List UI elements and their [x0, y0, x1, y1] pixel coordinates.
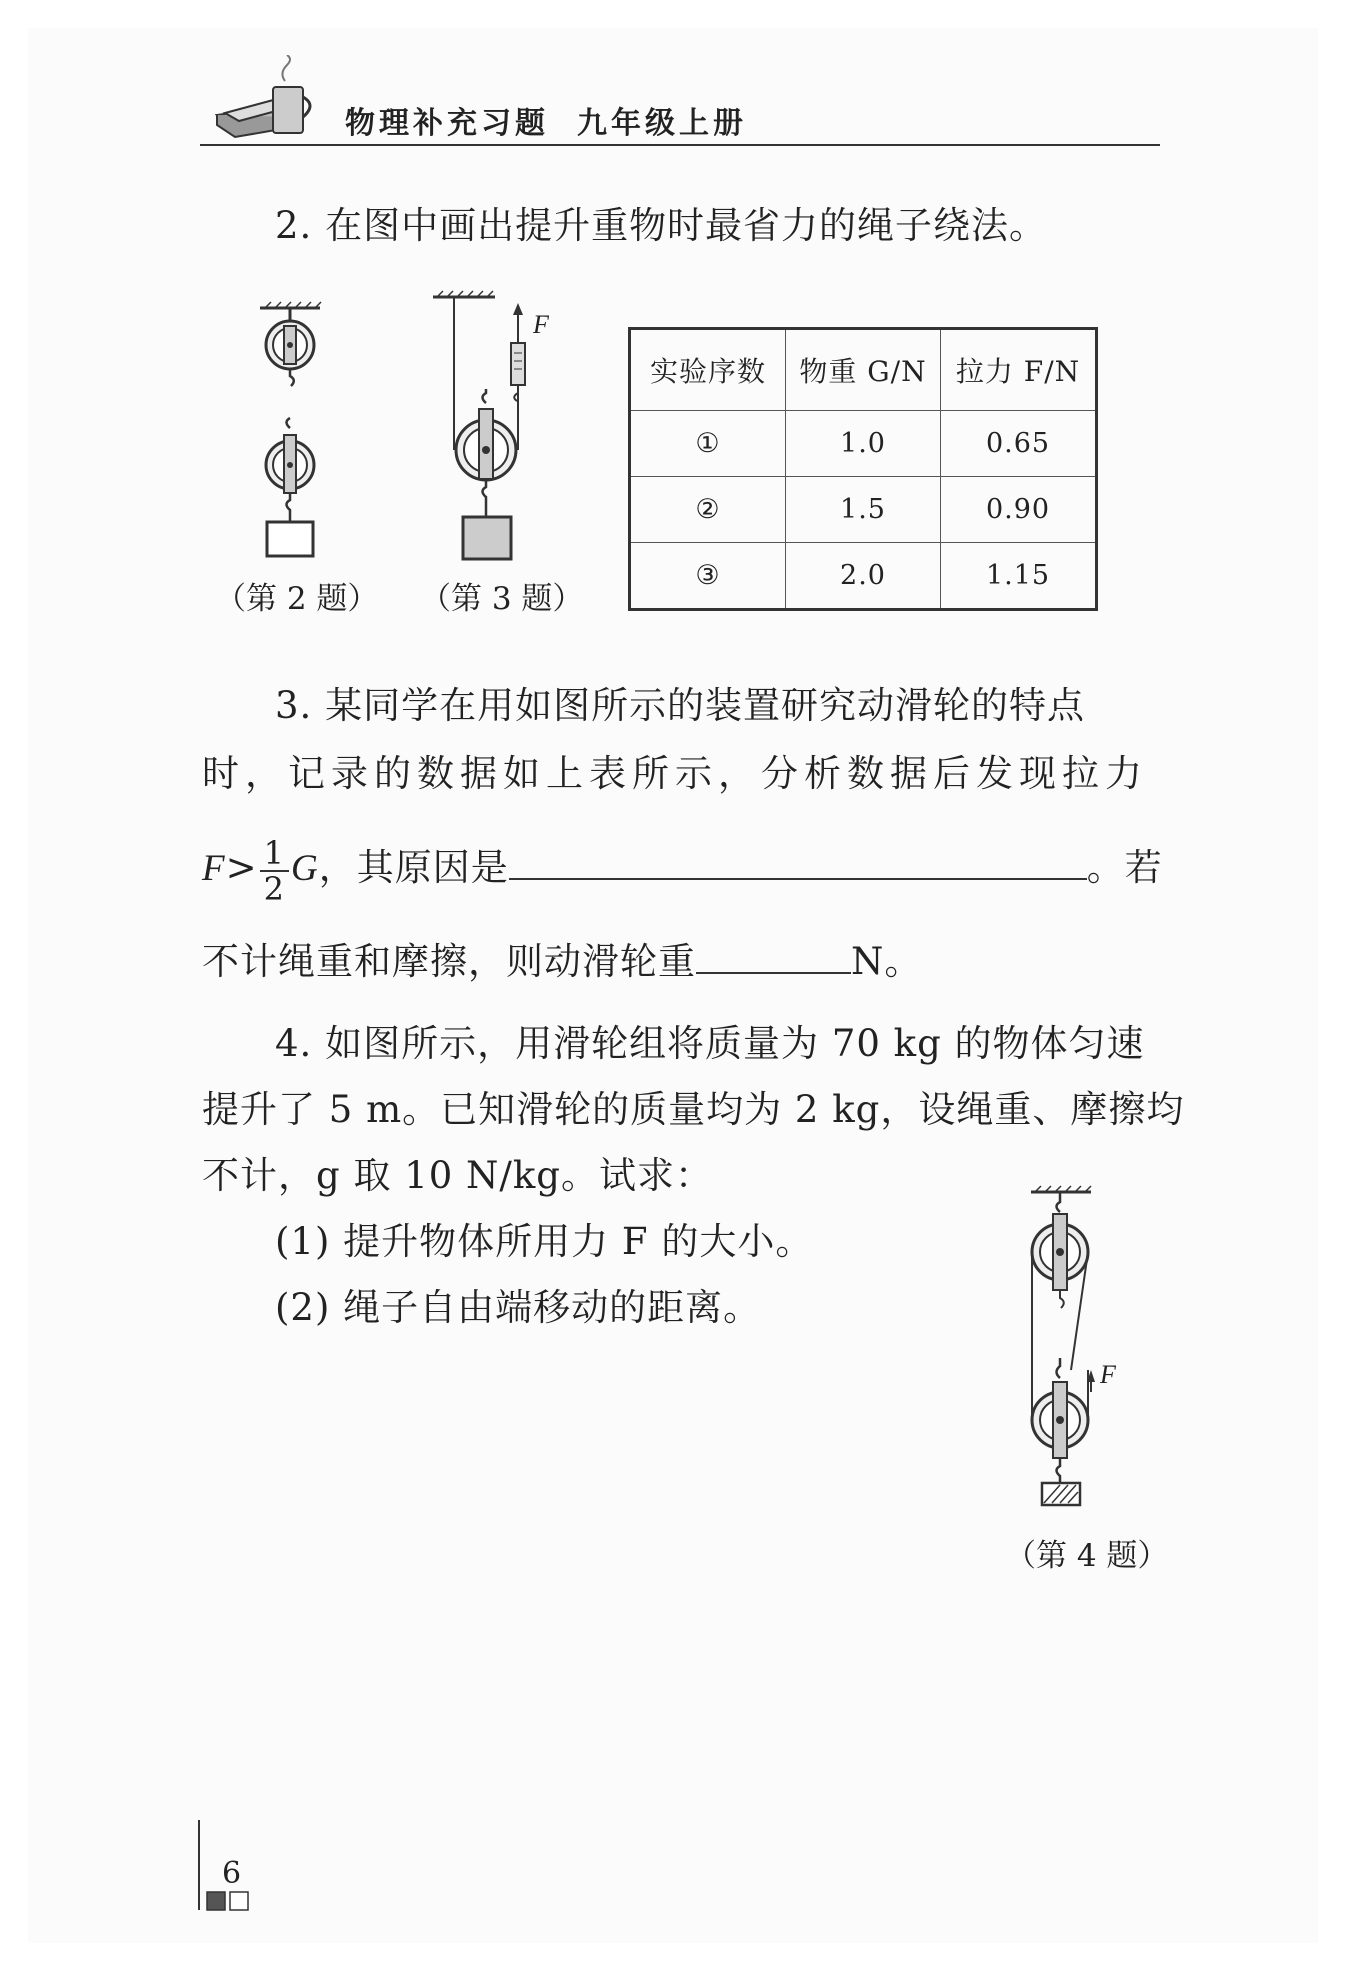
force-value: 0.65 [941, 411, 1097, 477]
weight-value: 2.0 [786, 543, 941, 610]
question-3-line-3 [202, 828, 1163, 909]
trial-number: ③ [630, 543, 786, 610]
fraction-denominator: 2 [263, 869, 285, 908]
table-row [630, 543, 1097, 610]
table-header-row [630, 329, 1097, 411]
question-4-line-3: 不计，g 取 10 N/kg。试求： [202, 1154, 713, 1197]
page-number: 6 [222, 1856, 242, 1891]
question-4-line-1: 4. 如图所示，用滑轮组将质量为 70 kg 的物体匀速 [275, 1022, 1145, 1065]
pulley-weight-answer-blank[interactable] [696, 942, 851, 974]
fraction-numerator: 1 [260, 836, 289, 872]
header-pull-force: 拉力 F/N [941, 329, 1097, 411]
trial-number: ② [630, 477, 786, 543]
question-4-line-2: 提升了 5 m。已知滑轮的质量均为 2 kg，设绳重、摩擦均 [202, 1088, 1185, 1131]
header-trial: 实验序数 [630, 329, 786, 411]
table-row [630, 411, 1097, 477]
figure-4-force-label: F [1100, 1360, 1116, 1389]
header-rule [200, 144, 1160, 146]
table-row [630, 477, 1097, 543]
formula-F: F [202, 848, 226, 889]
header-book-title: 物理补充习题 [345, 106, 549, 141]
question-3-line-1: 3. 某同学在用如图所示的装置研究动滑轮的特点 [275, 684, 1086, 727]
figure-3-caption: （第 3 题） [420, 581, 584, 617]
force-value: 0.90 [941, 477, 1097, 543]
trial-number: ① [630, 411, 786, 477]
reason-prompt: ，其原因是 [318, 846, 509, 889]
weight-value: 1.5 [786, 477, 941, 543]
weight-value: 1.0 [786, 411, 941, 477]
header-weight: 物重 G/N [786, 329, 941, 411]
page-squares-icon [206, 1890, 254, 1912]
pulley-weight-prompt: 不计绳重和摩擦，则动滑轮重 [202, 940, 696, 983]
figure-2-pulleys [245, 300, 335, 570]
figure-4-pulley-block [1015, 1180, 1135, 1520]
reason-answer-blank[interactable] [509, 848, 1087, 880]
books-cup-logo-icon [215, 55, 325, 145]
figure-4-caption: （第 4 题） [1005, 1538, 1169, 1574]
question-4-sub-2: (2) 绳子自由端移动的距离。 [275, 1286, 762, 1329]
fraction-one-half [260, 833, 289, 908]
running-header [345, 98, 775, 142]
header-grade: 九年级上册 [577, 106, 747, 141]
footer-rule [198, 1820, 200, 1910]
formula-G: G [290, 848, 319, 889]
figure-2-caption: （第 2 题） [215, 581, 379, 617]
question-2-text: 2. 在图中画出提升重物时最省力的绳子绕法。 [275, 204, 1048, 247]
line-3-end: 。若 [1086, 846, 1163, 889]
force-value: 1.15 [941, 543, 1097, 610]
experiment-data-table [628, 327, 1098, 611]
figure-3-force-label: F [533, 310, 549, 339]
question-4-sub-1: (1) 提升物体所用力 F 的大小。 [275, 1220, 814, 1263]
question-3-line-2: 时，记录的数据如上表所示，分析数据后发现拉力 [202, 752, 1148, 795]
question-3-line-4 [202, 928, 922, 996]
unit-N: N。 [851, 940, 923, 983]
formula-greater-than: > [225, 846, 258, 889]
